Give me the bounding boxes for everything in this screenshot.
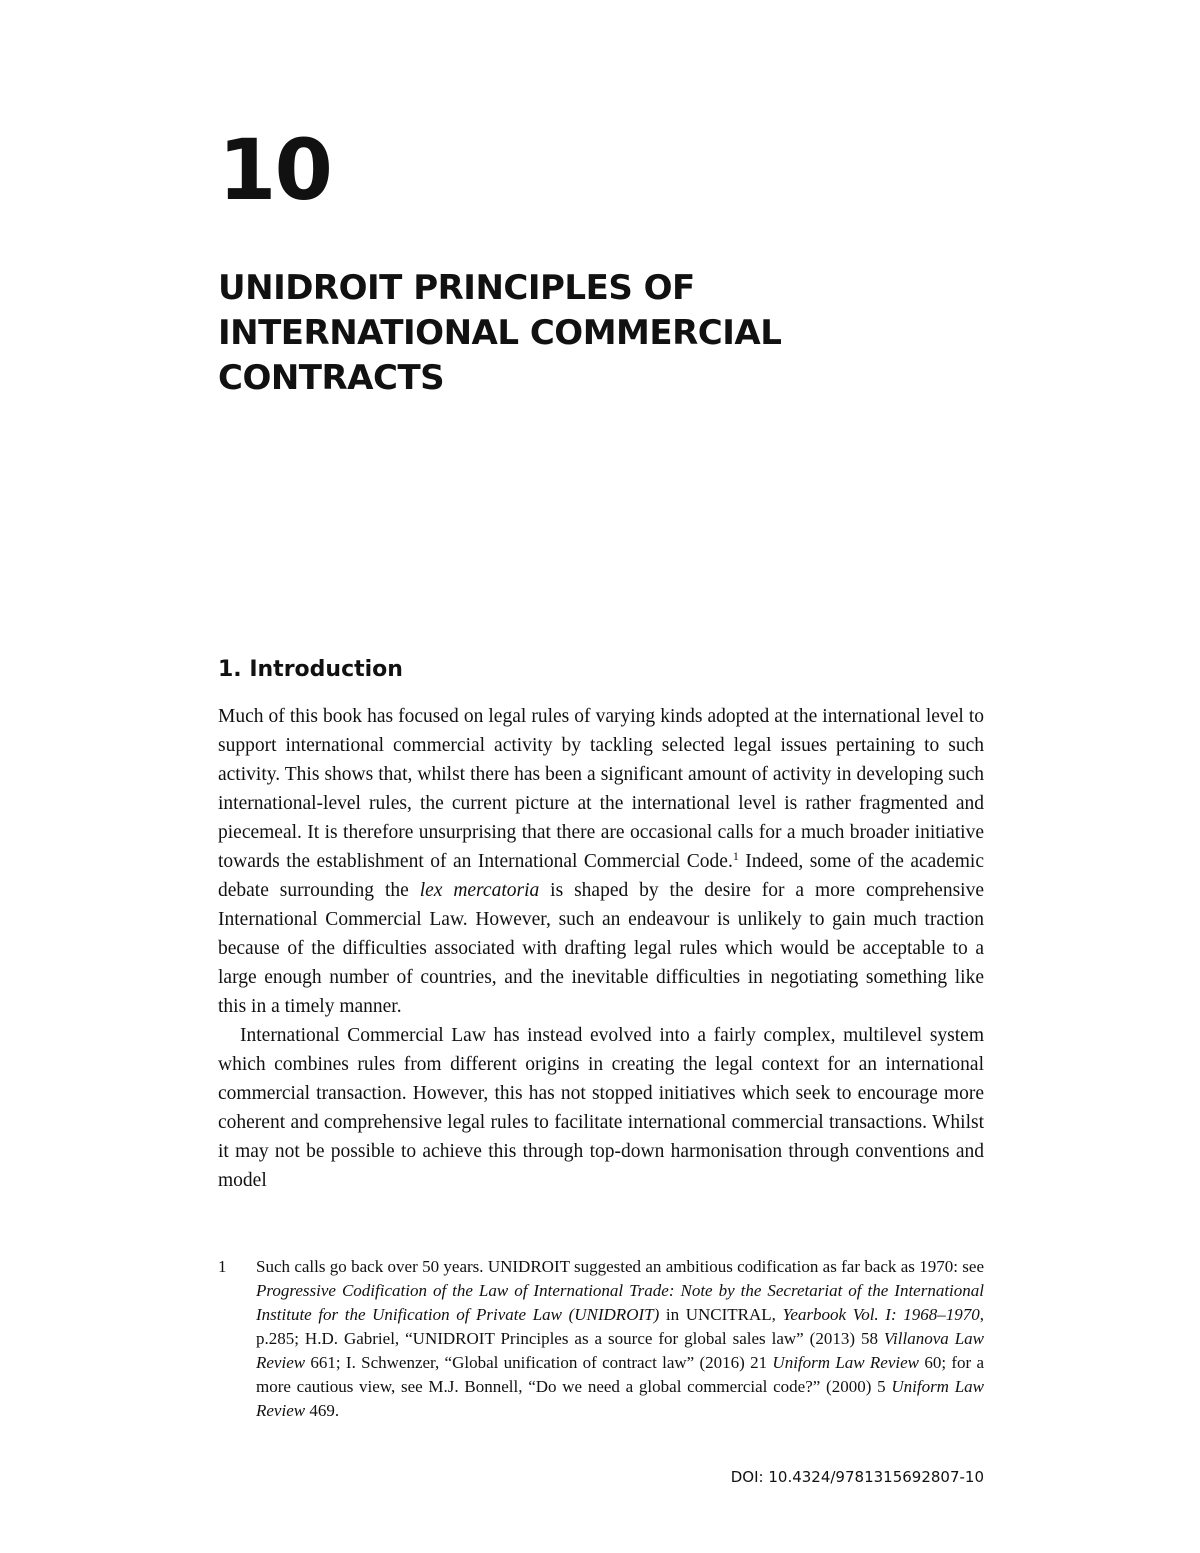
footnote-citation-title: Uniform Law Review (256, 1377, 984, 1420)
chapter-title-line: CONTRACTS (218, 358, 445, 398)
footnote-reference[interactable]: 1 (732, 849, 739, 863)
footnote-segment: 661; I. Schwenzer, “Global unification of contract law” (2016) 21 (305, 1353, 773, 1372)
paragraph-text: Indeed, some of the academic debate surrounding the (218, 851, 984, 901)
footnote-segment: , p.285; H.D. Gabriel, “UNIDROIT Principles as a source for global sales law” (2013) 58 (256, 1305, 984, 1348)
footnote-text (256, 1255, 984, 1423)
footnote-citation-title: Uniform Law Review (772, 1353, 920, 1372)
chapter-title-line: UNIDROIT PRINCIPLES OF (218, 268, 695, 308)
footnote-citation-title: Villanova Law Review (256, 1329, 984, 1372)
footnote-citation-title: Yearbook Vol. I: 1968–1970 (782, 1305, 980, 1324)
paragraph-text: is shaped by the desire for a more comprehensive International Commercial Law. However, such an endeavour is unlikely to gain much traction because of the difficulties associated with drafting legal rules which would be acceptable to a large enough number of countries, and the inevitable difficulties in negotiating something like this in a timely manner. (218, 880, 984, 1017)
paragraph-text: Much of this book has focused on legal rules of varying kinds adopted at the international level to support international commercial activity by tackling selected legal issues pertaining to such activity. This shows that, whilst there has been a significant amount of activity in developing such international-level rules, the current picture at the international level is rather fragmented and piecemeal. It is therefore unsurprising that there are occasional calls for a much broader initiative towards the establishment of an International Commercial Code. (218, 706, 984, 872)
chapter-title-line: INTERNATIONAL COMMERCIAL (218, 313, 782, 353)
body-text (218, 702, 984, 1195)
footnote-segment: in UNCITRAL, (659, 1305, 783, 1324)
paragraph: International Commercial Law has instead evolved into a fairly complex, multilevel system which combines rules from different origins in creating the legal context for an international commercial transaction. However, this has not stopped initiatives which seek to encourage more coherent and comprehensive legal rules to facilitate international commercial transactions. Whilst it may not be possible to achieve this through top-down harmonisation through conventions and model (218, 1025, 984, 1191)
doi-identifier: DOI: 10.4324/9781315692807-10 (730, 1468, 984, 1486)
section-heading: 1. Introduction (218, 657, 403, 682)
chapter-title (218, 266, 978, 401)
footnote (218, 1255, 984, 1423)
footnote-citation-title: Progressive Codification of the Law of International Trade: Note by the Secretariat of the International Institute for the Unification of Private Law (UNIDROIT) (256, 1281, 984, 1324)
chapter-number: 10 (218, 121, 331, 219)
footnote-number: 1 (218, 1257, 227, 1276)
footnote-segment: 469. (305, 1401, 340, 1420)
footnote-segment: Such calls go back over 50 years. UNIDROIT suggested an ambitious codification as far back as 1970: see (256, 1257, 984, 1276)
paragraph (218, 702, 984, 1021)
footnote-segment: 60; for a more cautious view, see M.J. Bonnell, “Do we need a global commercial code?” (2000) 5 (256, 1353, 984, 1396)
italic-term: lex mercatoria (419, 880, 540, 901)
